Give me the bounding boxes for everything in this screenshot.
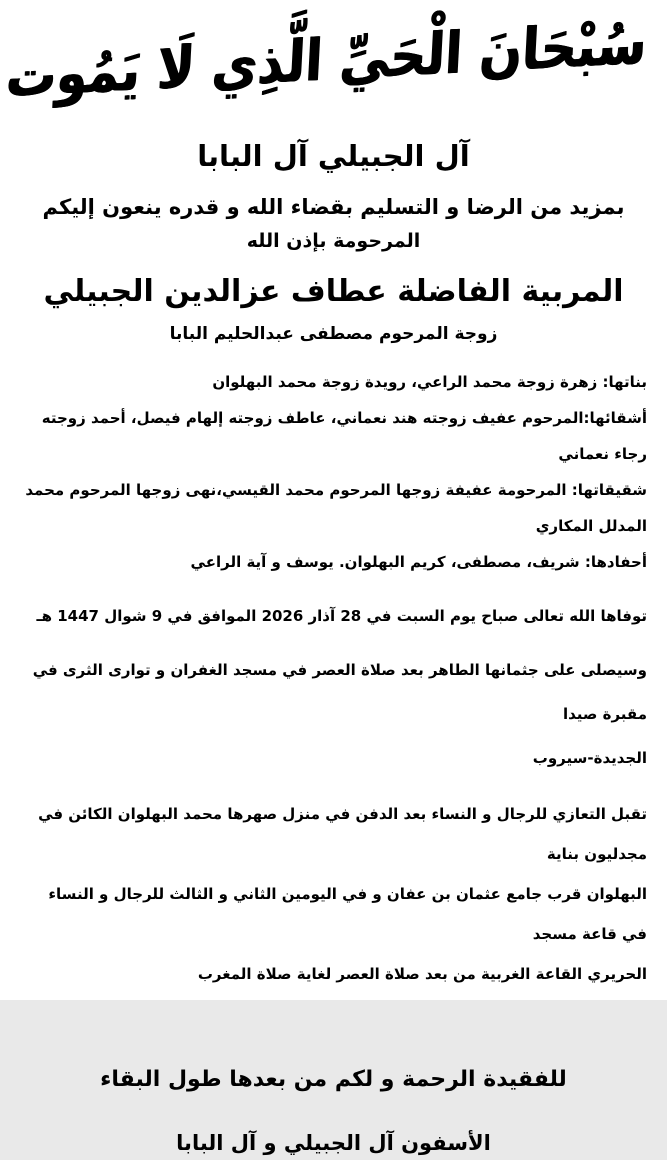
closing-prayer-line: للفقيدة الرحمة و لكم من بعدها طول البقاء	[100, 1067, 567, 1092]
condolences-line-1: تقبل التعازي للرجال و النساء بعد الدفن في منزل صهرها محمد البهلوان الكائن في مجدليون بناية	[38, 805, 647, 863]
family-relatives-list	[20, 364, 647, 580]
deceased-name: المربية الفاضلة عطاف عزالدين الجبيلي	[43, 274, 624, 309]
condolences-line-3: الحريري القاعة الغربية من بعد صلاة العصر لغاية صلاة المغرب	[197, 965, 647, 983]
deceased-status-line: المرحومة بإذن الله	[246, 230, 421, 252]
brothers-line: أشقائها:المرحوم عفيف زوجته هند نعماني، عاطف زوجته إلهام فيصل، أحمد زوجته رجاء نعماني	[41, 409, 647, 463]
families-title: آل الجبيلي آل البابا	[197, 139, 470, 173]
death-date-line: توفاها الله تعالى صباح يوم السبت في 28 آذار 2026 الموافق في 9 شوال 1447 هـ	[36, 607, 647, 625]
closing-signature-line: الأسفون آل الجبيلي و آل البابا	[176, 1131, 491, 1155]
funeral-paragraph	[20, 648, 647, 780]
deceased-spouse-line: زوجة المرحوم مصطفى عبدالحليم البابا	[169, 324, 498, 344]
grandchildren-line: أحفادها: شريف، مصطفى، كريم البهلوان. يوسف و آية الراعي	[190, 553, 647, 571]
sisters-line: شقيقاتها: المرحومة عفيفة زوجها المرحوم محمد القيسي،نهى زوجها المرحوم محمد المدلل المكاري	[25, 481, 647, 535]
funeral-line-1: وسيصلى على جثمانها الطاهر بعد صلاة العصر في مسجد الغفران و توارى الثرى في مقبرة صيدا	[32, 661, 647, 723]
condolences-paragraph	[20, 794, 647, 994]
funeral-line-2: الجديدة-سيروب	[532, 749, 647, 767]
condolences-line-2: البهلوان قرب جامع عثمان بن عفان و في اليومين الثاني و الثالث للرجال و النساء في قاعة مسجد	[48, 885, 647, 943]
tasbih-calligraphy-text: سُبْحَانَ الْحَيِّ الَّذِي لَا يَمُوت	[4, 9, 649, 111]
daughters-line: بناتها: زهرة زوجة محمد الراعي، رويدة زوجة محمد البهلوان	[212, 373, 647, 391]
announcement-intro-line: بمزيد من الرضا و التسليم بقضاء الله و قدره ينعون إليكم	[42, 195, 625, 219]
calligraphy-header	[4, 6, 649, 122]
